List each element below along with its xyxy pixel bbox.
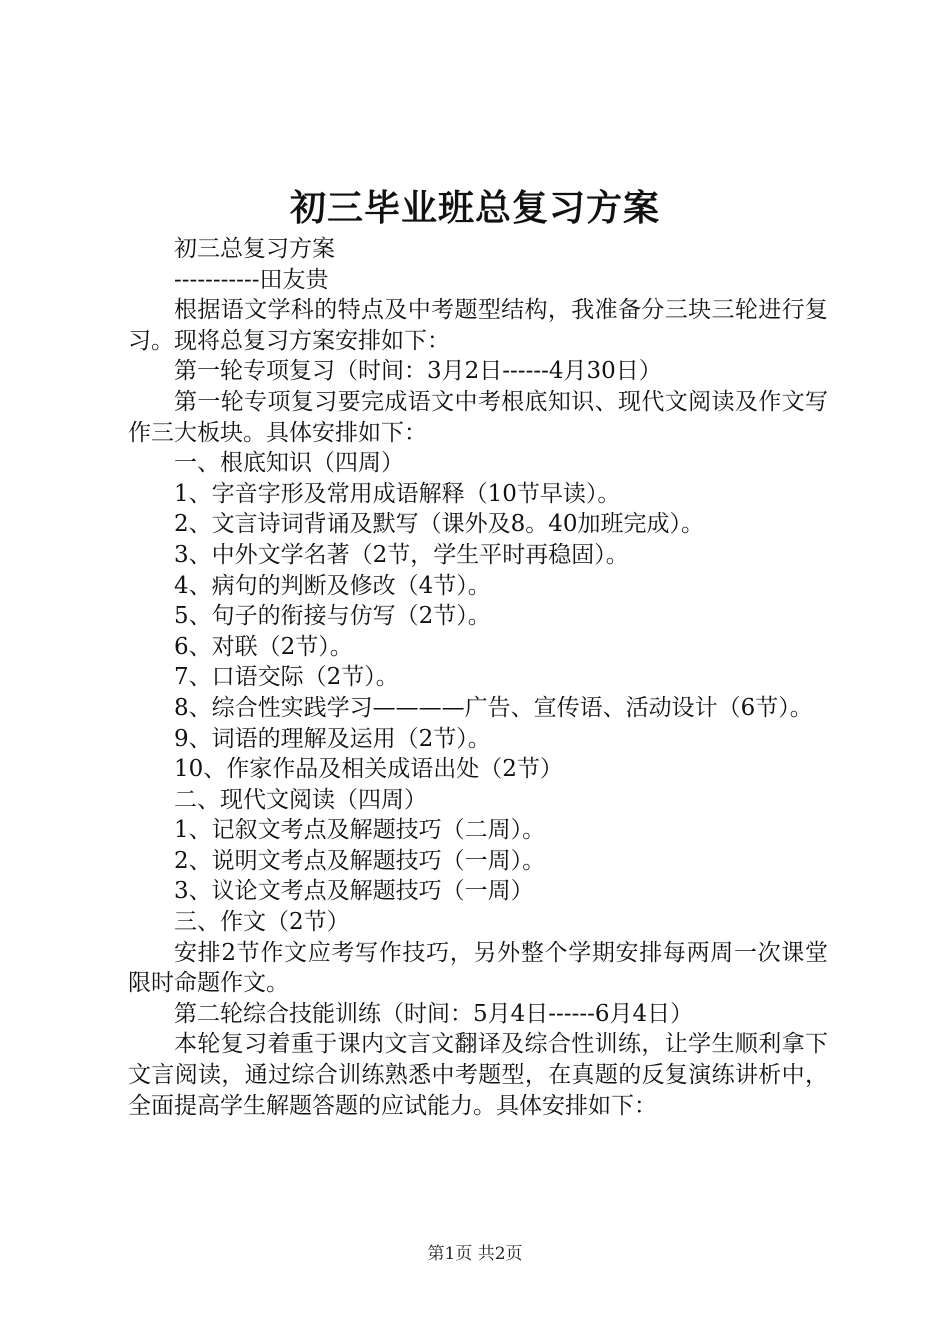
page-number: 第1页 <box>427 1244 473 1264</box>
paragraph: 7、口语交际（2节）。 <box>174 664 399 691</box>
paragraph: 8、综合性实践学习————广告、宣传语、活动设计（6节）。 <box>174 694 813 721</box>
paragraph: 3、中外文学名著（2节，学生平时再稳固）。 <box>174 541 629 568</box>
paragraph: 安排2节作文应考写作技巧，另外整个学期安排每两周一次课堂限时命题作文。 <box>128 939 828 997</box>
paragraph: 6、对联（2节）。 <box>174 633 353 660</box>
paragraph: 3、议论文考点及解题技巧（一周） <box>174 878 534 905</box>
paragraph: 10、作家作品及相关成语出处（2节） <box>174 756 563 783</box>
paragraph: 一、根底知识（四周） <box>174 450 404 477</box>
paragraph: 5、句子的衔接与仿写（2节）。 <box>174 603 491 630</box>
paragraph: 第二轮综合技能训练（时间：5月4日------6月4日） <box>174 1000 694 1027</box>
paragraph: 二、现代文阅读（四周） <box>174 786 427 813</box>
paragraph: 2、文言诗词背诵及默写（课外及8。40加班完成）。 <box>174 511 705 538</box>
paragraph: 2、说明文考点及解题技巧（一周）。 <box>174 847 546 874</box>
paragraph: 1、字音字形及常用成语解释（10节早读）。 <box>174 480 621 507</box>
paragraph: -----------田友贵 <box>174 266 329 293</box>
paragraph: 本轮复习着重于课内文言文翻译及综合性训练，让学生顺利拿下文言阅读，通过综合训练熟悉中考题型，在真题的反复演练讲析中，全面提高学生解题答题的应试能力。具体安排如下： <box>128 1031 828 1119</box>
paragraph: 三、作文（2节） <box>174 909 350 936</box>
paragraph: 第一轮专项复习（时间：3月2日------4月30日） <box>174 358 662 385</box>
page-total: 共2页 <box>477 1244 523 1264</box>
paragraph: 根据语文学科的特点及中考题型结构，我准备分三块三轮进行复习。现将总复习方案安排如下： <box>128 297 828 354</box>
paragraph: 第一轮专项复习要完成语文中考根底知识、现代文阅读及作文写作三大板块。具体安排如下： <box>128 388 828 446</box>
page-footer <box>0 1242 950 1266</box>
paragraph: 1、记叙文考点及解题技巧（二周）。 <box>174 817 546 844</box>
paragraph: 4、病句的判断及修改（4节）。 <box>174 572 491 599</box>
paragraph: 初三总复习方案 <box>174 236 335 262</box>
paragraph: 9、词语的理解及运用（2节）。 <box>174 725 491 752</box>
document-title: 初三毕业班总复习方案 <box>289 187 660 229</box>
document-body <box>128 234 828 1121</box>
